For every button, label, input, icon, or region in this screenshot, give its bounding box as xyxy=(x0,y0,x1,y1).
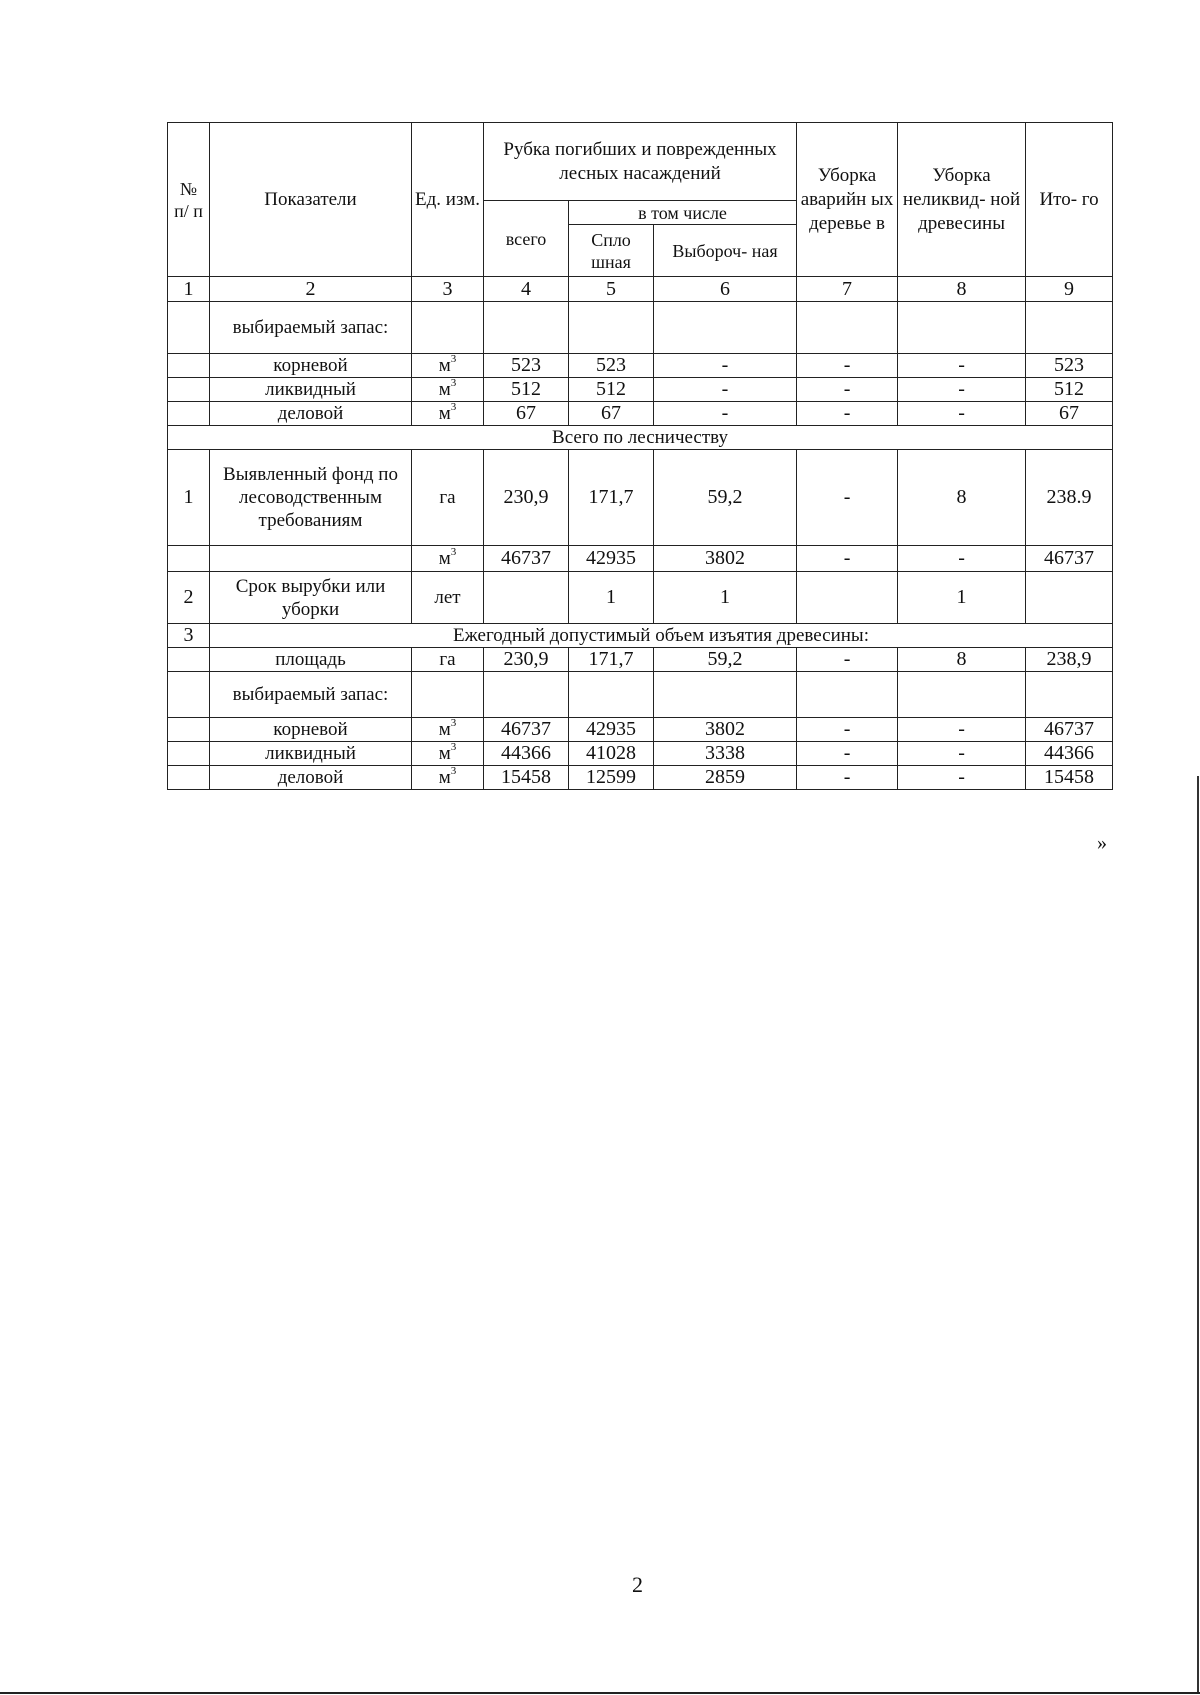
unit-superscript: 3 xyxy=(450,400,457,413)
indicator-name: выбираемый запас: xyxy=(210,672,412,718)
value-c5: 41028 xyxy=(569,742,654,766)
unit-text: га xyxy=(439,649,456,670)
row-number: 1 xyxy=(168,450,210,546)
value-c6: 59,2 xyxy=(654,648,797,672)
value-c9: 44366 xyxy=(1026,742,1113,766)
unit-superscript: 3 xyxy=(450,764,457,777)
indicator-name: ликвидный xyxy=(210,742,412,766)
table-row xyxy=(168,648,1113,672)
value-c4: 230,9 xyxy=(484,648,569,672)
header-unit: Ед. изм. xyxy=(412,123,484,277)
unit-cell xyxy=(412,648,484,672)
section-heading: Всего по лесничеству xyxy=(168,426,1113,450)
value-c4: 512 xyxy=(484,378,569,402)
unit-cell xyxy=(412,450,484,546)
unit-text: м xyxy=(438,548,451,569)
value-c4: 46737 xyxy=(484,546,569,572)
value-c7 xyxy=(797,672,898,718)
table-row xyxy=(168,624,1113,648)
indicator-name: Срок вырубки или уборки xyxy=(210,572,412,624)
unit-cell xyxy=(412,402,484,426)
scan-edge-line xyxy=(1197,776,1199,1692)
header-illiquid: Уборка неликвид- ной древесины xyxy=(898,123,1026,277)
table-row xyxy=(168,742,1113,766)
indicator-name: площадь xyxy=(210,648,412,672)
value-c6 xyxy=(654,672,797,718)
unit-text: га xyxy=(439,487,456,508)
value-c5: 512 xyxy=(569,378,654,402)
value-c8: - xyxy=(898,766,1026,790)
header-felling: Рубка погибших и поврежденных лесных насаждений xyxy=(484,123,797,201)
table-row xyxy=(168,572,1113,624)
column-number: 7 xyxy=(797,277,898,302)
row-number xyxy=(168,648,210,672)
unit-cell xyxy=(412,742,484,766)
value-c7: - xyxy=(797,450,898,546)
section-heading: Ежегодный допустимый объем изъятия древесины: xyxy=(210,624,1113,648)
header-selective: Выбороч- ная xyxy=(654,225,797,277)
table-row xyxy=(168,766,1113,790)
value-c8: - xyxy=(898,546,1026,572)
value-c5 xyxy=(569,672,654,718)
value-c8: 8 xyxy=(898,450,1026,546)
forest-felling-table xyxy=(167,122,1113,790)
value-c5: 1 xyxy=(569,572,654,624)
value-c4 xyxy=(484,572,569,624)
header-row-1 xyxy=(168,123,1113,201)
unit-cell xyxy=(412,302,484,354)
unit-cell xyxy=(412,766,484,790)
table-row xyxy=(168,402,1113,426)
unit-cell xyxy=(412,354,484,378)
value-c8: 8 xyxy=(898,648,1026,672)
value-c9: 67 xyxy=(1026,402,1113,426)
value-c9: 15458 xyxy=(1026,766,1113,790)
value-c6: - xyxy=(654,378,797,402)
column-number: 8 xyxy=(898,277,1026,302)
column-number: 3 xyxy=(412,277,484,302)
unit-superscript: 3 xyxy=(450,376,457,389)
value-c4: 15458 xyxy=(484,766,569,790)
value-c9: 523 xyxy=(1026,354,1113,378)
value-c4: 46737 xyxy=(484,718,569,742)
unit-text: м xyxy=(438,743,451,764)
header-including: в том числе xyxy=(569,201,797,225)
unit-text: м xyxy=(438,379,451,400)
value-c7 xyxy=(797,302,898,354)
value-c6: 3802 xyxy=(654,718,797,742)
indicator-name: деловой xyxy=(210,766,412,790)
value-c7: - xyxy=(797,402,898,426)
value-c4: 44366 xyxy=(484,742,569,766)
value-c6 xyxy=(654,302,797,354)
column-number: 2 xyxy=(210,277,412,302)
unit-text: лет xyxy=(434,587,461,608)
row-number xyxy=(168,302,210,354)
value-c5: 171,7 xyxy=(569,450,654,546)
scan-bottom-line xyxy=(0,1692,1200,1694)
value-c7: - xyxy=(797,546,898,572)
value-c6: - xyxy=(654,402,797,426)
table-row xyxy=(168,450,1113,546)
header-emergency: Уборка аварийн ых деревье в xyxy=(797,123,898,277)
value-c4 xyxy=(484,672,569,718)
unit-superscript: 3 xyxy=(450,740,457,753)
indicator-name: ликвидный xyxy=(210,378,412,402)
row-number xyxy=(168,378,210,402)
value-c6: - xyxy=(654,354,797,378)
table-row xyxy=(168,302,1113,354)
value-c6: 2859 xyxy=(654,766,797,790)
unit-text: м xyxy=(438,403,451,424)
value-c9: 46737 xyxy=(1026,546,1113,572)
value-c6: 59,2 xyxy=(654,450,797,546)
value-c8: - xyxy=(898,718,1026,742)
column-number-row xyxy=(168,277,1113,302)
value-c5: 42935 xyxy=(569,546,654,572)
table-row xyxy=(168,354,1113,378)
value-c7: - xyxy=(797,378,898,402)
value-c7: - xyxy=(797,718,898,742)
header-grand-total: Ито- го xyxy=(1026,123,1113,277)
unit-text: м xyxy=(438,719,451,740)
indicator-name: корневой xyxy=(210,718,412,742)
row-number xyxy=(168,742,210,766)
row-number xyxy=(168,354,210,378)
header-clear: Спло шная xyxy=(569,225,654,277)
unit-superscript: 3 xyxy=(450,545,457,558)
column-number: 1 xyxy=(168,277,210,302)
row-number: 3 xyxy=(168,624,210,648)
value-c8 xyxy=(898,672,1026,718)
indicator-name: деловой xyxy=(210,402,412,426)
table-row xyxy=(168,546,1113,572)
row-number xyxy=(168,672,210,718)
value-c9 xyxy=(1026,672,1113,718)
value-c8: - xyxy=(898,354,1026,378)
column-number: 9 xyxy=(1026,277,1113,302)
row-number: 2 xyxy=(168,572,210,624)
value-c5: 12599 xyxy=(569,766,654,790)
header-num: № п/ п xyxy=(168,123,210,277)
value-c6: 1 xyxy=(654,572,797,624)
header-total: всего xyxy=(484,201,569,277)
value-c5: 67 xyxy=(569,402,654,426)
value-c5 xyxy=(569,302,654,354)
value-c8: - xyxy=(898,402,1026,426)
indicator-name: выбираемый запас: xyxy=(210,302,412,354)
page-number: 2 xyxy=(632,1572,643,1597)
row-number xyxy=(168,766,210,790)
value-c9: 238,9 xyxy=(1026,648,1113,672)
value-c4: 523 xyxy=(484,354,569,378)
unit-cell xyxy=(412,718,484,742)
row-number xyxy=(168,402,210,426)
value-c8 xyxy=(898,302,1026,354)
value-c8: - xyxy=(898,378,1026,402)
closing-quote: » xyxy=(1097,832,1107,854)
value-c9 xyxy=(1026,302,1113,354)
unit-superscript: 3 xyxy=(450,352,457,365)
unit-cell xyxy=(412,572,484,624)
unit-cell xyxy=(412,546,484,572)
value-c9: 46737 xyxy=(1026,718,1113,742)
header-indicator: Показатели xyxy=(210,123,412,277)
indicator-name: Выявленный фонд по лесоводственным требованиям xyxy=(210,450,412,546)
value-c7: - xyxy=(797,766,898,790)
unit-text: м xyxy=(438,767,451,788)
table-row xyxy=(168,718,1113,742)
value-c4 xyxy=(484,302,569,354)
row-number xyxy=(168,546,210,572)
value-c9 xyxy=(1026,572,1113,624)
row-number xyxy=(168,718,210,742)
value-c4: 230,9 xyxy=(484,450,569,546)
value-c5: 171,7 xyxy=(569,648,654,672)
table-row xyxy=(168,672,1113,718)
value-c5: 523 xyxy=(569,354,654,378)
value-c9: 512 xyxy=(1026,378,1113,402)
value-c4: 67 xyxy=(484,402,569,426)
indicator-name: корневой xyxy=(210,354,412,378)
value-c7: - xyxy=(797,648,898,672)
unit-cell xyxy=(412,672,484,718)
table-row xyxy=(168,378,1113,402)
column-number: 4 xyxy=(484,277,569,302)
table-row xyxy=(168,426,1113,450)
value-c6: 3338 xyxy=(654,742,797,766)
value-c5: 42935 xyxy=(569,718,654,742)
value-c9: 238.9 xyxy=(1026,450,1113,546)
unit-cell xyxy=(412,378,484,402)
value-c6: 3802 xyxy=(654,546,797,572)
value-c7: - xyxy=(797,354,898,378)
value-c7: - xyxy=(797,742,898,766)
unit-superscript: 3 xyxy=(450,716,457,729)
value-c8: 1 xyxy=(898,572,1026,624)
unit-text: м xyxy=(438,355,451,376)
value-c7 xyxy=(797,572,898,624)
value-c8: - xyxy=(898,742,1026,766)
column-number: 6 xyxy=(654,277,797,302)
column-number: 5 xyxy=(569,277,654,302)
indicator-name xyxy=(210,546,412,572)
